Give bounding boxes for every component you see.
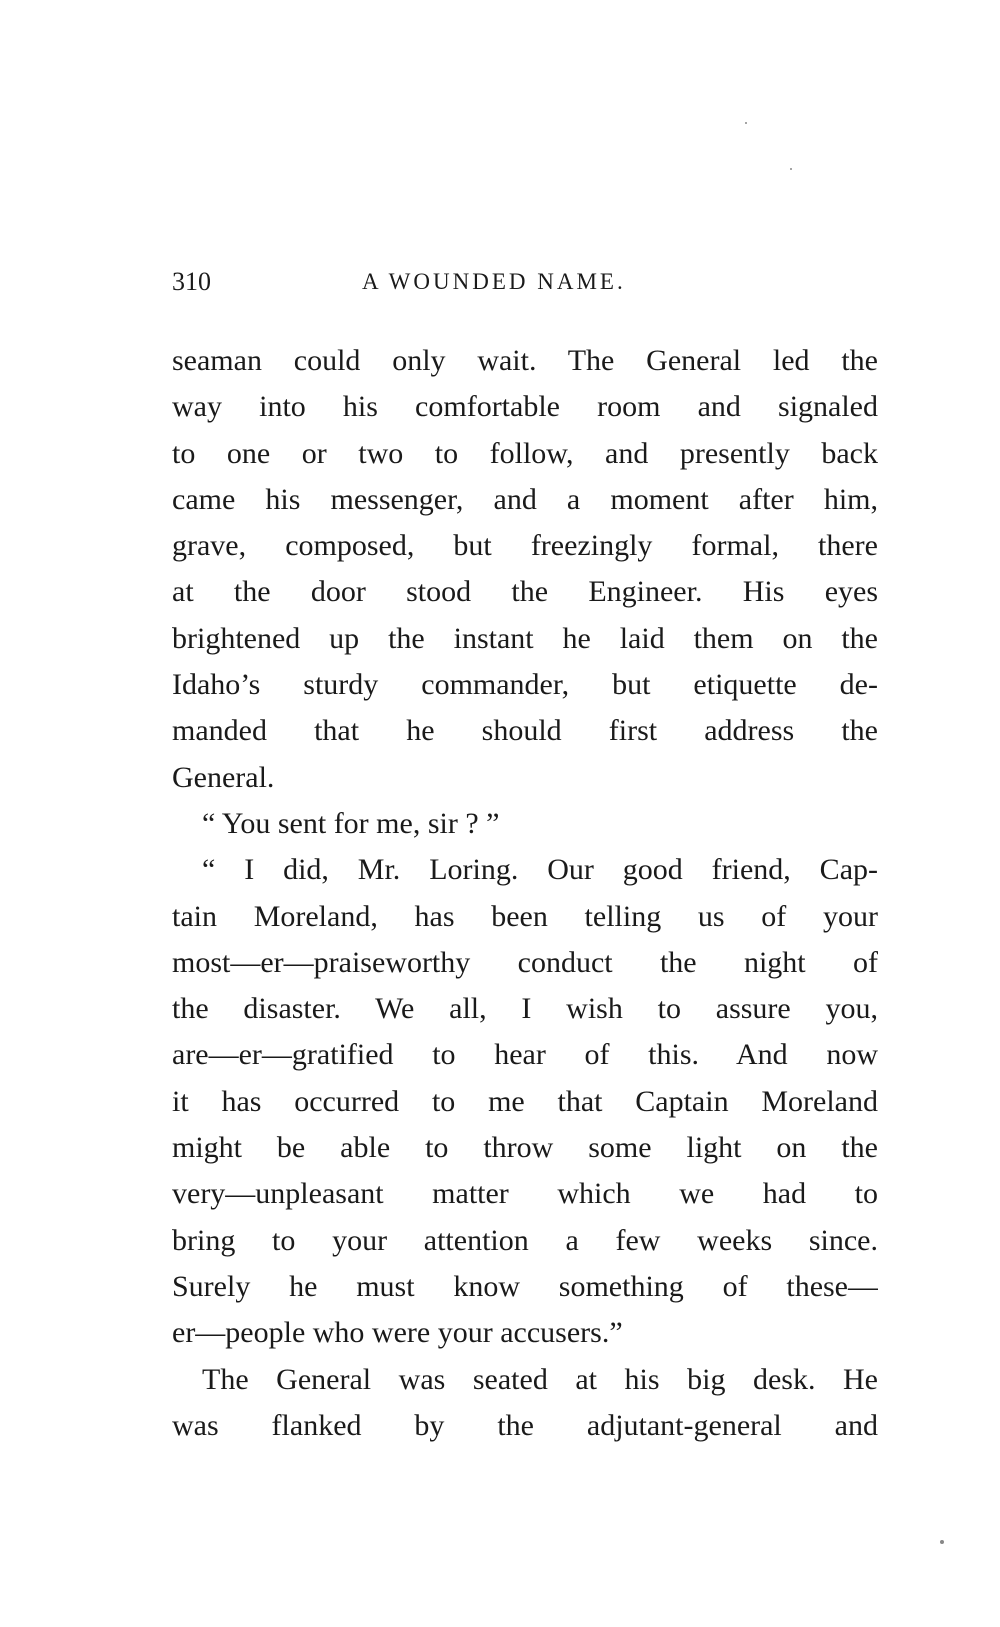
text-line: to one or two to follow, and presently back — [172, 436, 878, 470]
paper-speck — [940, 1540, 944, 1544]
text-line: “ I did, Mr. Loring. Our good friend, Cap- — [202, 853, 878, 887]
text-line: “ You sent for me, sir ? ” — [202, 806, 500, 840]
text-line: Surely he must know something of these— — [172, 1269, 878, 1303]
text-line: are—er—gratified to hear of this. And now — [172, 1038, 878, 1072]
text-line: General. — [172, 760, 275, 794]
text-line: way into his comfortable room and signaled — [172, 390, 878, 424]
text-line: very—unpleasant matter which we had to — [172, 1177, 878, 1211]
text-line: brightened up the instant he laid them on the — [172, 621, 878, 655]
text-line: grave, composed, but freezingly formal, there — [172, 529, 878, 563]
text-line: the disaster. We all, I wish to assure you, — [172, 992, 878, 1026]
text-line: tain Moreland, has been telling us of your — [172, 899, 878, 933]
running-head — [172, 262, 882, 302]
paper-speck — [790, 168, 792, 170]
running-title: A WOUNDED NAME. — [362, 269, 626, 294]
paper-speck — [745, 122, 747, 124]
text-line: seaman could only wait. The General led the — [172, 344, 878, 377]
text-line: it has occurred to me that Captain Moreland — [172, 1084, 878, 1118]
text-line: er—people who were your accusers.” — [172, 1316, 623, 1350]
page-number: 310 — [172, 267, 211, 296]
text-line: might be able to throw some light on the — [172, 1131, 878, 1165]
text-line: was flanked by the adjutant-general and — [172, 1408, 878, 1442]
text-line: The General was seated at his big desk. He — [202, 1362, 878, 1396]
body-text — [172, 338, 878, 1449]
text-line: at the door stood the Engineer. His eyes — [172, 575, 878, 609]
text-line: Idaho’s sturdy commander, but etiquette de- — [172, 668, 878, 702]
text-line: most—er—praiseworthy conduct the night of — [172, 945, 878, 979]
text-line: manded that he should first address the — [172, 714, 878, 748]
text-line: bring to your attention a few weeks since. — [172, 1223, 878, 1257]
text-line: came his messenger, and a moment after him, — [172, 482, 878, 516]
